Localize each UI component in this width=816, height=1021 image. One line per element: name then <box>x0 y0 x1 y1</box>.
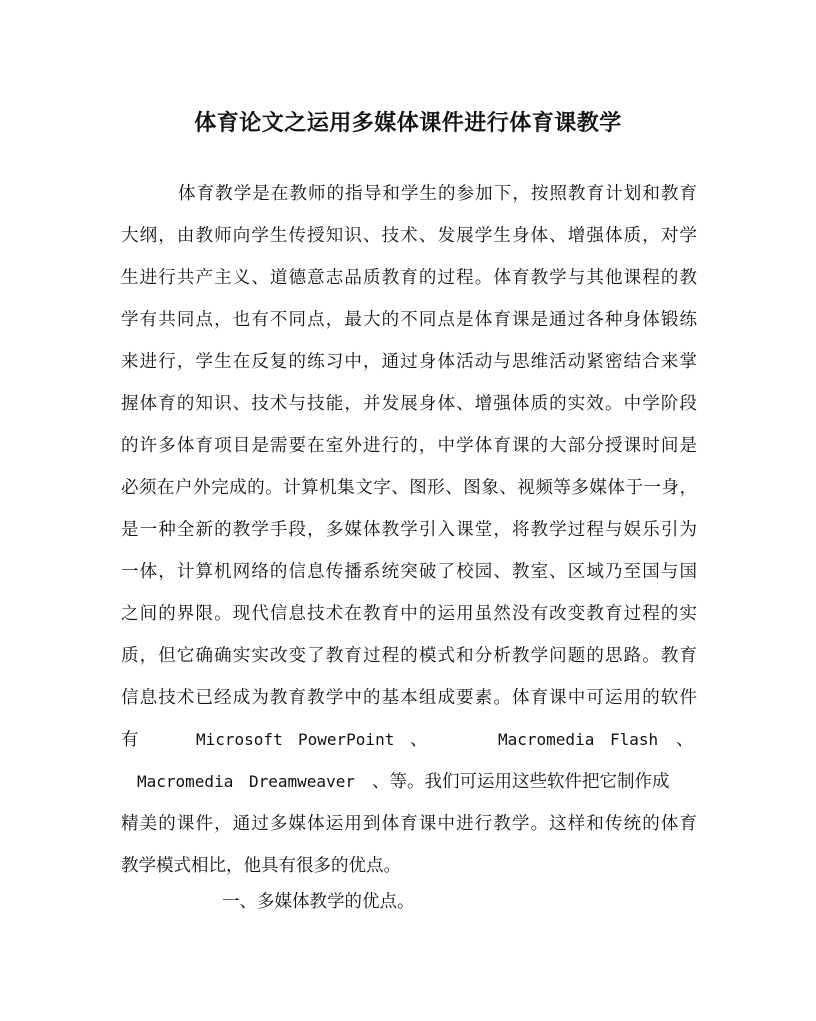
separator: 、 <box>676 730 694 750</box>
paragraph-line: 必须在户外完成的。计算机集文字、图形、图象、视频等多媒体于一身， <box>121 478 697 498</box>
software-name: PowerPoint <box>298 730 395 749</box>
paragraph-line: 精美的课件，通过多媒体运用到体育课中进行教学。这样和传统的体育 <box>121 814 697 834</box>
paragraph-line: 生进行共产主义、道德意志品质教育的过程。体育教学与其他课程的教 <box>121 268 697 288</box>
software-line-prefix: 有 <box>121 730 139 750</box>
document-title: 体育论文之运用多媒体课件进行体育课教学 <box>194 110 622 136</box>
paragraph-line: 质，但它确确实实改变了教育过程的模式和分析教学问题的思路。教育 <box>121 646 697 666</box>
paragraph-line: 学有共同点，也有不同点，最大的不同点是体育课是通过各种身体锻练 <box>121 310 697 330</box>
paragraph-line: 一体，计算机网络的信息传播系统突破了校园、教室、区域乃至国与国 <box>121 562 697 582</box>
paragraph-line: 教学模式相比，他具有很多的优点。 <box>121 856 401 876</box>
paragraph-line: 大纲，由教师向学生传授知识、技术、发展学生身体、增强体质，对学 <box>121 226 697 246</box>
separator: 、 <box>410 730 428 750</box>
paragraph-line: 之间的界限。现代信息技术在教育中的运用虽然没有改变教育过程的实 <box>121 604 697 624</box>
paragraph-line: 信息技术已经成为教育教学中的基本组成要素。体育课中可运用的软件 <box>121 688 697 708</box>
section-heading: 一、多媒体教学的优点。 <box>222 892 415 912</box>
paragraph-line: 握体育的知识、技术与技能，并发展身体、增强体质的实效。中学阶段 <box>121 394 697 414</box>
software-name: Macromedia <box>137 772 234 791</box>
software-name: Dreamweaver <box>249 772 355 791</box>
software-name: Flash <box>610 730 659 749</box>
paragraph-line: 是一种全新的教学手段，多媒体教学引入课堂，将教学过程与娱乐引为 <box>121 520 697 540</box>
paragraph-line: 的许多体育项目是需要在室外进行的，中学体育课的大部分授课时间是 <box>121 436 697 456</box>
paragraph-line: 来进行，学生在反复的练习中，通过身体活动与思维活动紧密结合来掌 <box>121 352 697 372</box>
paragraph-line: 体育教学是在教师的指导和学生的参加下，按照教育计划和教育 <box>178 184 697 204</box>
paragraph-text: 、等。我们可运用这些软件把它制作成 <box>372 772 670 792</box>
software-name: Macromedia <box>498 730 595 749</box>
software-name: Microsoft <box>196 730 283 749</box>
